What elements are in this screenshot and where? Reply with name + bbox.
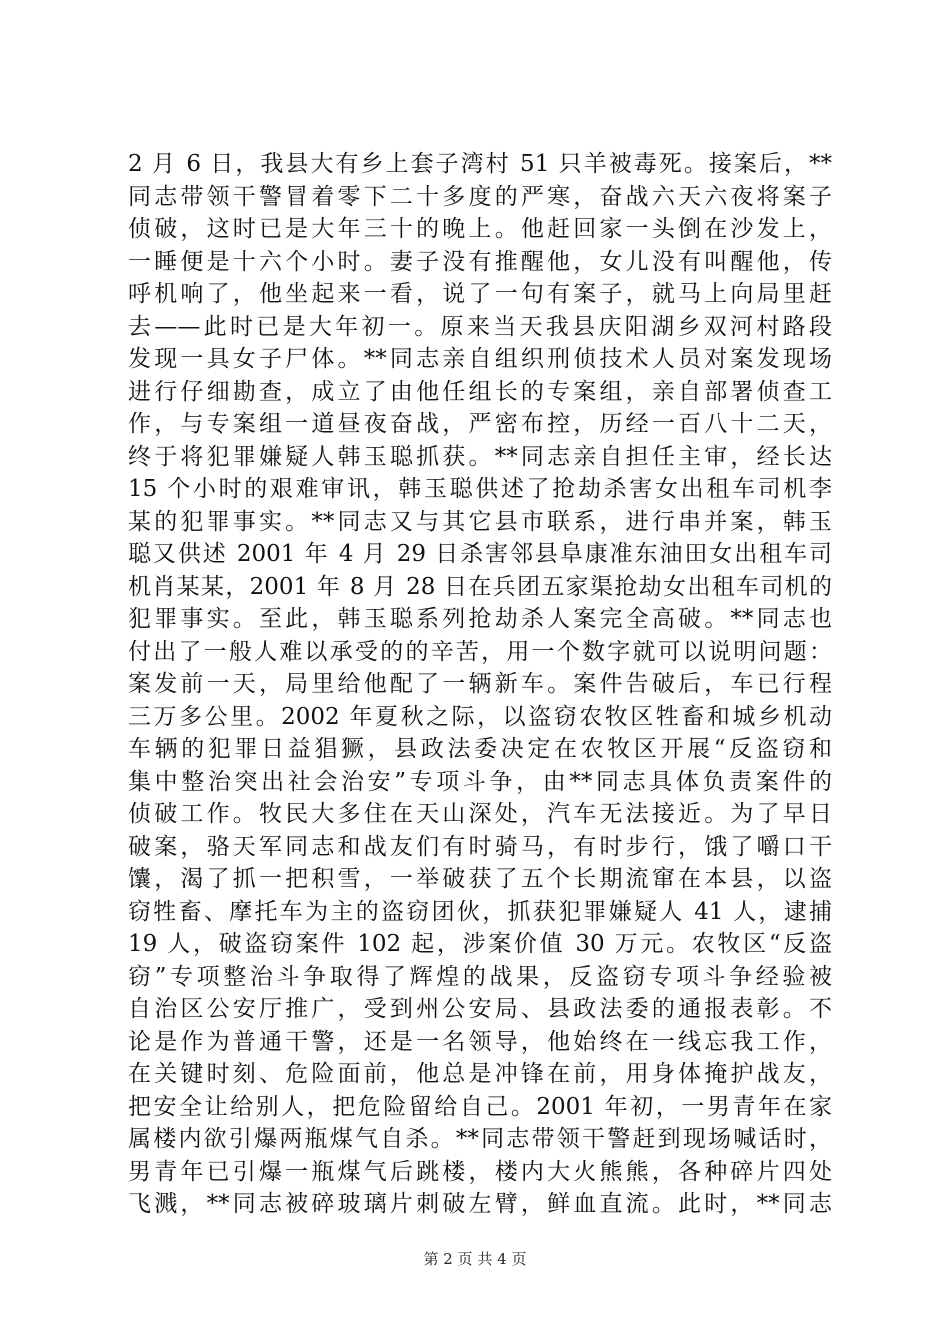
text-line: 自治区公安厅推广，受到州公安局、县政法委的通报表彰。不 [128,996,832,1022]
text-line: 在关键时刻、危险面前，他总是冲锋在前，用身体掩护战友， [128,1061,832,1087]
text-line: 车辆的犯罪日益猖獗，县政法委决定在农牧区开展“反盗窃和 [128,736,832,762]
text-line: 某的犯罪事实。**同志又与其它县市联系，进行串并案，韩玉 [128,508,832,535]
text-line: 馕，渴了抓一把积雪，一举破获了五个长期流窜在本县，以盗 [128,866,832,892]
text-line: 呼机响了，他坐起来一看，说了一句有案子，就马上向局里赶 [128,281,832,307]
text-line: 把安全让给别人，把危险留给自己。2001 年初，一男青年在家 [128,1093,832,1120]
text-line: 窃牲畜、摩托车为主的盗窃团伙，抓获犯罪嫌疑人 41 人，逮捕 [128,898,832,925]
text-line: 犯罪事实。至此，韩玉聪系列抢劫杀人案完全高破。**同志也 [128,606,832,632]
text-line: 发现一具女子尸体。**同志亲自组织刑侦技术人员对案发现场 [128,346,832,372]
page-footer: 第 2 页 共 4 页 [423,1250,527,1268]
text-line: 作，与专案组一道昼夜奋战，严密布控，历经一百八十二天， [128,411,832,437]
text-line: 19 人，破盗窃案件 102 起，涉案价值 30 万元。农牧区“反盗 [128,931,832,957]
text-line: 属楼内欲引爆两瓶煤气自杀。**同志带领干警赶到现场喊话时， [128,1126,832,1152]
text-line: 集中整治突出社会治安”专项斗争，由**同志具体负责案件的 [128,768,832,795]
text-line: 侦破工作。牧民大多住在天山深处，汽车无法接近。为了早日 [128,801,832,827]
text-line: 案发前一天，局里给他配了一辆新车。案件告破后，车已行程 [128,671,832,697]
text-line: 15 个小时的艰难审讯，韩玉聪供述了抢劫杀害女出租车司机李 [128,476,832,502]
text-line: 机肖某某，2001 年 8 月 28 日在兵团五家渠抢劫女出租车司机的 [128,573,832,600]
text-line: 男青年已引爆一瓶煤气后跳楼，楼内大火熊熊，各种碎片四处 [128,1158,832,1185]
text-line: 破案，骆天军同志和战友们有时骑马，有时步行，饿了嚼口干 [128,833,832,860]
text-line: 论是作为普通干警，还是一名领导，他始终在一线忘我工作， [128,1028,832,1055]
text-line: 窃”专项整治斗争取得了辉煌的战果，反盗窃专项斗争经验被 [128,963,832,990]
text-line: 飞溅，**同志被碎玻璃片刺破左臂，鲜血直流。此时，**同志 [128,1191,832,1217]
text-line: 进行仔细勘查，成立了由他任组长的专案组，亲自部署侦查工 [128,378,832,405]
text-line: 侦破，这时已是大年三十的晚上。他赶回家一头倒在沙发上， [128,216,832,242]
text-line: 去——此时已是大年初一。原来当天我县庆阳湖乡双河村路段 [128,313,832,340]
text-line: 终于将犯罪嫌疑人韩玉聪抓获。**同志亲自担任主审，经长达 [128,443,832,470]
text-line: 2 月 6 日，我县大有乡上套子湾村 51 只羊被毒死。接案后，** [128,151,832,177]
text-line: 一睡便是十六个小时。妻子没有推醒他，女儿没有叫醒他，传 [128,248,832,275]
text-line: 聪又供述 2001 年 4 月 29 日杀害邻县阜康准东油田女出租车司 [128,541,832,567]
text-line: 三万多公里。2002 年夏秋之际，以盗窃农牧区牲畜和城乡机动 [128,703,832,730]
body-text [128,148,832,1221]
text-line: 同志带领干警冒着零下二十多度的严寒，奋战六天六夜将案子 [128,183,832,210]
text-line: 付出了一般人难以承受的的辛苦，用一个数字就可以说明问题： [128,638,832,665]
